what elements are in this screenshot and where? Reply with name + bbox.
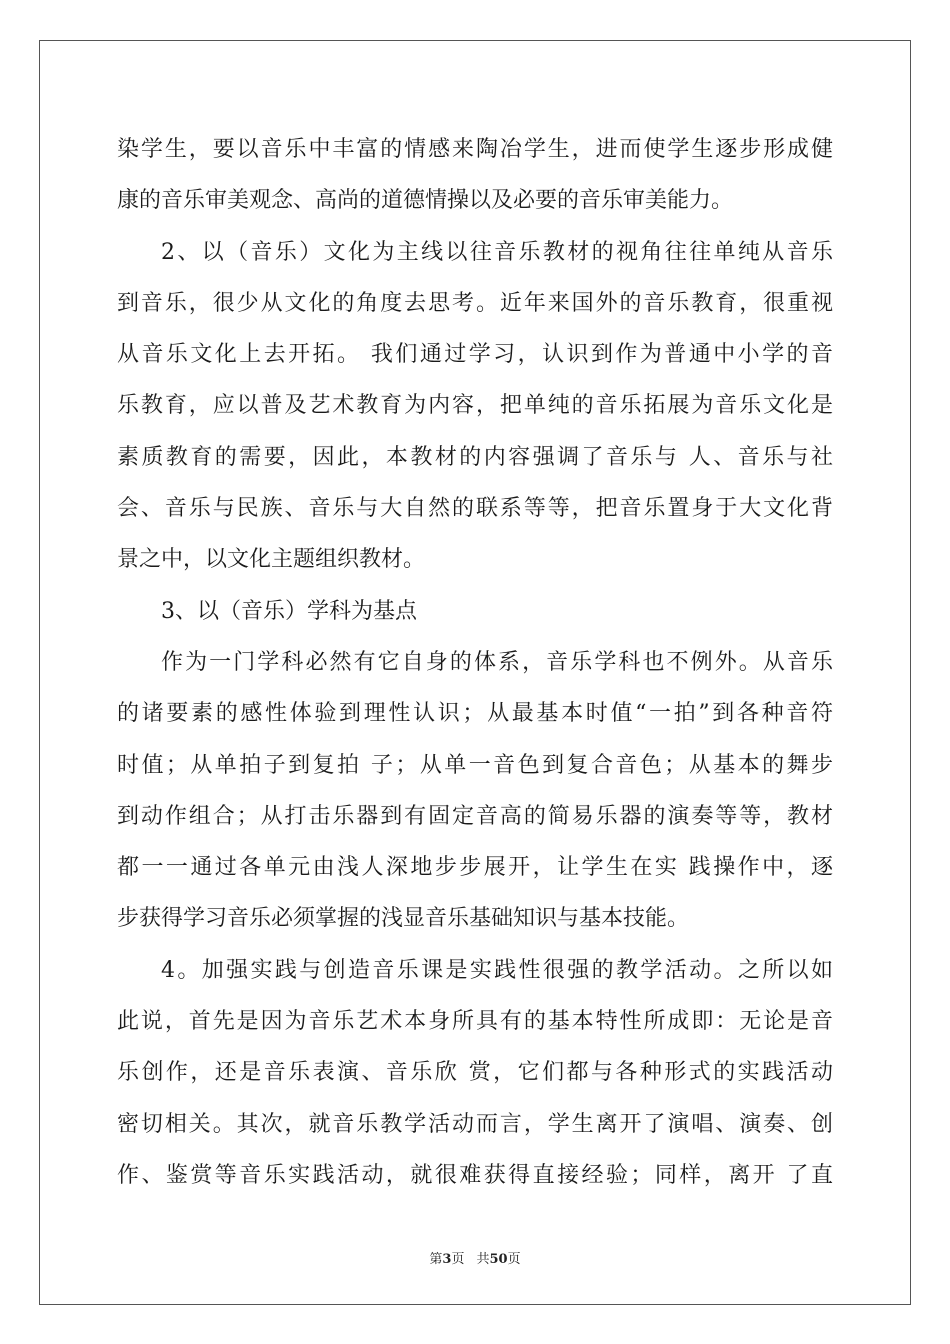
text-line: 会、音乐与民族、音乐与大自然的联系等等，把音乐置身于大文化背 — [117, 496, 833, 522]
text-line: 2、以（音乐）文化为主线以往音乐教材的视角往往单纯从音乐 — [161, 239, 833, 265]
text-line: 康的音乐审美观念、高尚的道德情操以及必要的音乐审美能力。 — [117, 188, 734, 214]
text-line: 作为一门学科必然有它自身的体系，音乐学科也不例外。从音乐 — [161, 649, 833, 675]
section-heading: 3、以（音乐）学科为基点 — [161, 598, 417, 624]
text-line: 景之中，以文化主题组织教材。 — [117, 547, 426, 573]
page-prefix: 第 — [429, 1252, 443, 1267]
text-line: 4。加强实践与创造音乐课是实践性很强的教学活动。之所以如 — [161, 957, 833, 983]
page-footer — [0, 1248, 950, 1267]
text-line: 到音乐，很少从文化的角度去思考。近年来国外的音乐教育，很重视 — [117, 290, 833, 316]
text-line: 作、鉴赏等音乐实践活动，就很难获得直接经验；同样，离开 了直 — [117, 1162, 833, 1188]
text-line: 都一一通过各单元由浅人深地步步展开，让学生在实 践操作中，逐 — [117, 855, 833, 881]
text-line: 乐教育，应以普及艺术教育为内容，把单纯的音乐拓展为音乐文化是 — [117, 393, 833, 419]
text-line: 此说，首先是因为音乐艺术本身所具有的基本特性所成即：无论是音 — [117, 1009, 833, 1035]
text-line: 的诸要素的感性体验到理性认识；从最基本时值“一拍”到各种音符 — [117, 701, 833, 727]
total-pages: 50 — [489, 1252, 508, 1267]
text-line: 到动作组合；从打击乐器到有固定音高的简易乐器的演奏等等，教材 — [117, 803, 833, 829]
page-number: 3 — [442, 1252, 452, 1267]
total-suffix: 页 — [507, 1252, 521, 1267]
page-suffix: 页 — [451, 1252, 465, 1267]
text-line: 时值；从单拍子到复拍 子；从单一音色到复合音色；从基本的舞步 — [117, 752, 833, 778]
text-line: 步获得学习音乐必须掌握的浅显音乐基础知识与基本技能。 — [117, 906, 690, 932]
text-line: 乐创作，还是音乐表演、音乐欣 赏，它们都与各种形式的实践活动 — [117, 1060, 833, 1086]
text-line: 素质教育的需要，因此，本教材的内容强调了音乐与 人、音乐与社 — [117, 444, 833, 470]
text-line: 从音乐文化上去开拓。 我们通过学习，认识到作为普通中小学的音 — [117, 342, 833, 368]
document-body — [117, 124, 833, 1201]
text-line: 密切相关。其次，就音乐教学活动而言，学生离开了演唱、演奏、创 — [117, 1111, 833, 1137]
text-line: 染学生，要以音乐中丰富的情感来陶冶学生，进而使学生逐步形成健 — [117, 137, 833, 162]
total-prefix: 共 — [476, 1252, 490, 1267]
